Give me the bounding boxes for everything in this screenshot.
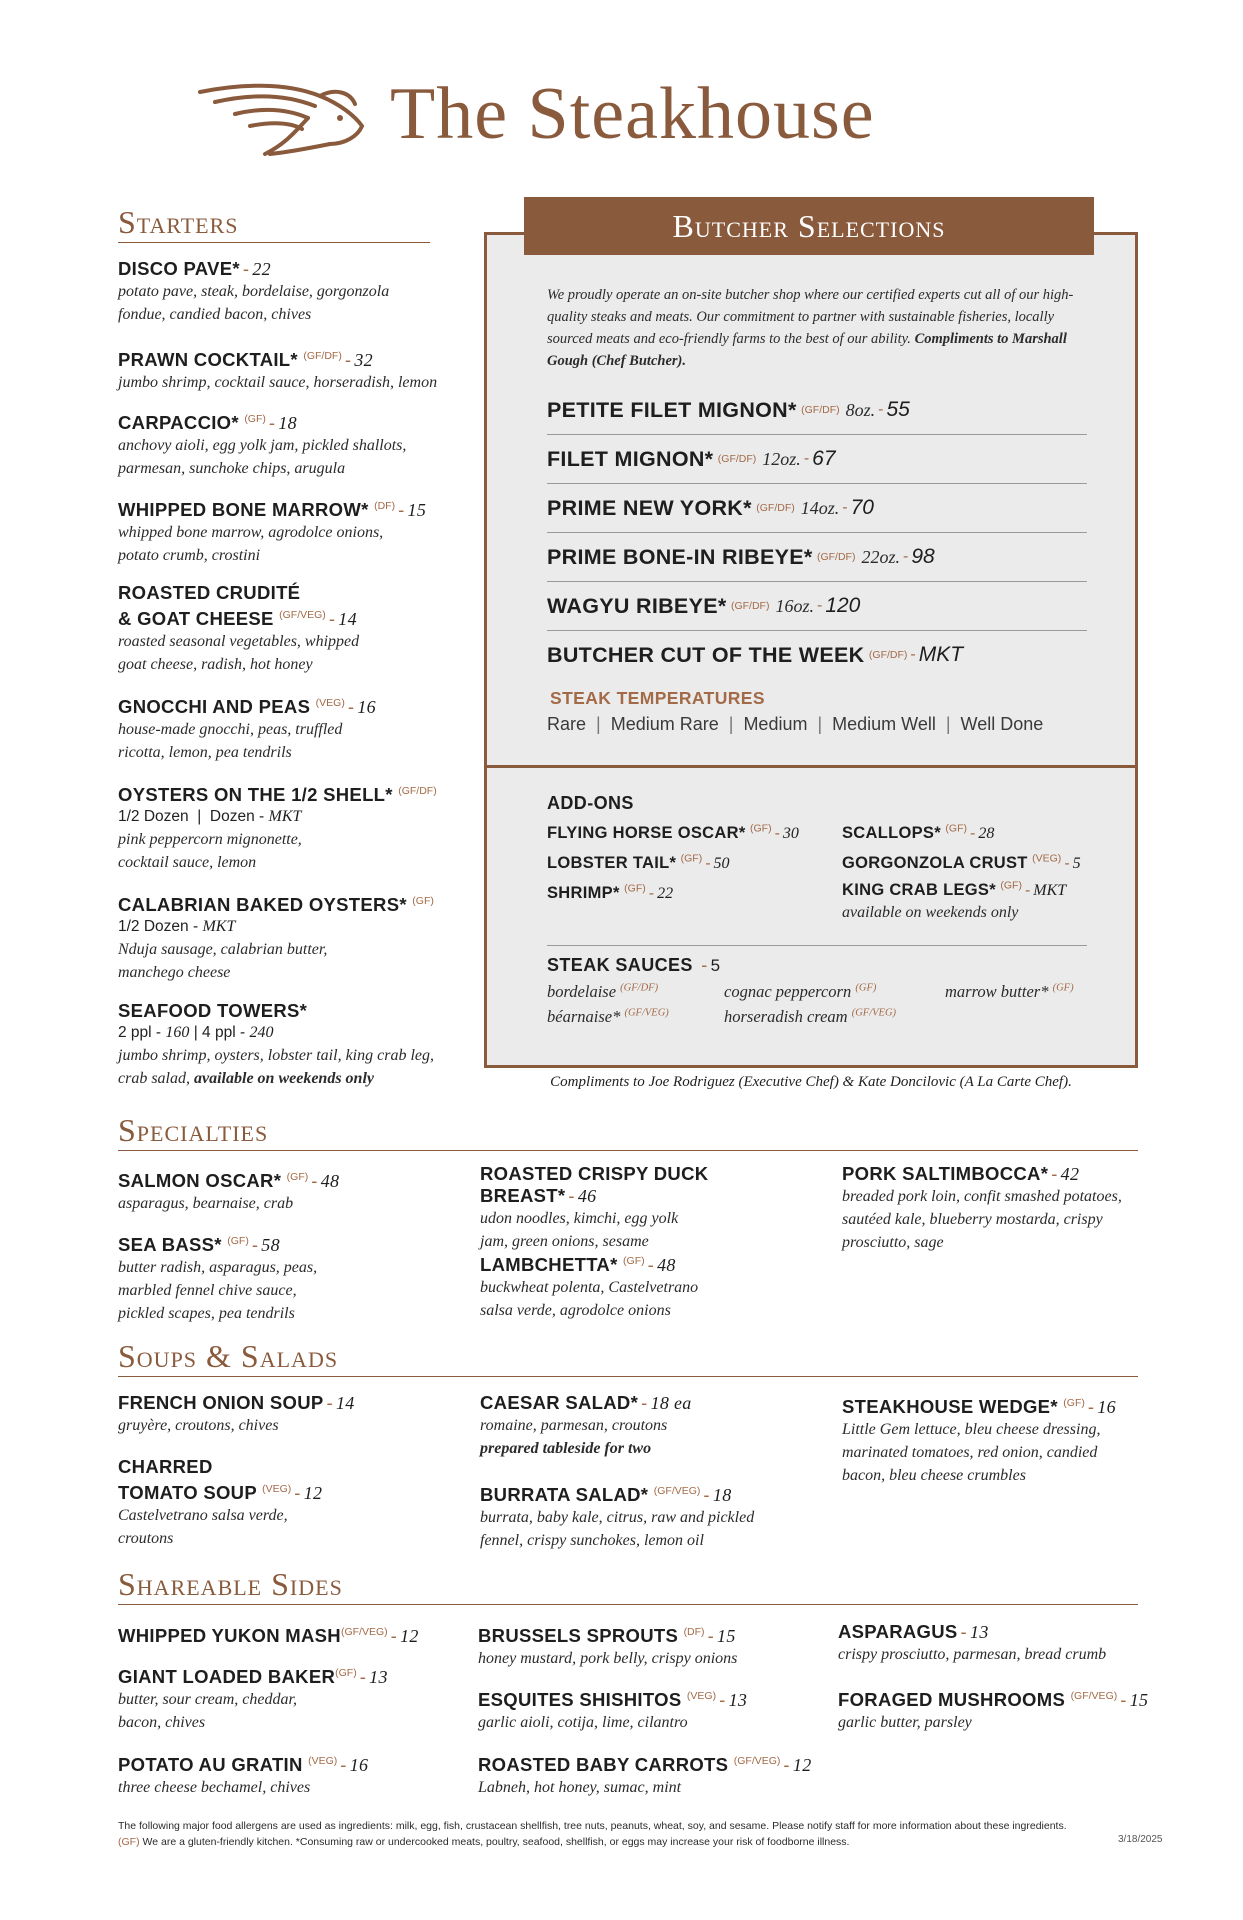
menu-item: ASPARAGUS - 13 crispy prosciutto, parmesan, bread crumb [838,1621,1107,1663]
menu-item: STEAKHOUSE WEDGE* $^{(GF)}$ - 16 Little Gem lettuce, bleu cheese dressing, marinated tomatoes, red onion, candied bacon, bleu cheese crumbles [842,1396,1116,1485]
menu-item: SALMON OSCAR* $^{(GF)}$ - 48 asparagus, bearnaise, crab [118,1170,340,1213]
steak-temperatures: Rare | Medium Rare | Medium | Medium Well | Well Done [547,714,1044,734]
steak-cut-row: BUTCHER CUT OF THE WEEK (GF/DF) - MKT [547,643,964,667]
menu-item: CALABRIAN BAKED OYSTERS* $^{(GF)}$ 1/2 Dozen - MKT Nduja sausage, calabrian butter, manchego cheese [118,894,434,982]
menu-item: ROASTED CRUDITÉ & GOAT CHEESE $^{(GF/VEG)}$ - 14 roasted seasonal vegetables, whipped goat cheese, radish, hot honey [118,582,360,674]
sauce-item: bordelaise $^{(GF/DF)}$ [547,982,659,1001]
add-on-item: LOBSTER TAIL* $^{(GF)}$ - 50 [547,852,730,872]
divider [486,765,1136,768]
chef-credits: Compliments to Joe Rodriguez (Executive Chef) & Kate Doncilovic (A La Carte Chef). [550,1074,1072,1090]
menu-item: ROASTED CRISPY DUCK BREAST* - 46 udon noodles, kimchi, egg yolk jam, green onions, sesame [480,1163,709,1250]
steak-temperatures-title: STEAK TEMPERATURES [550,688,765,708]
section-title-shareable-sides: Shareable Sides [118,1566,343,1602]
divider [547,945,1087,946]
add-ons-title: ADD-ONS [547,793,634,813]
menu-item: DISCO PAVE* - 22 potato pave, steak, bordelaise, gorgonzola fondue, candied bacon, chives [118,258,390,323]
menu-item: PORK SALTIMBOCCA* - 42 breaded pork loin, confit smashed potatoes, sautéed kale, blueberry mostarda, crispy prosciutto, sage [842,1163,1122,1251]
steak-cut-row: FILET MIGNON* (GF/DF) 12oz. - 67 [547,435,1087,484]
menu-item: BURRATA SALAD* $^{(GF/VEG)}$ - 18 burrata, baby kale, citrus, raw and pickled fennel, crispy sunchokes, lemon oil [480,1484,755,1550]
add-on-item: FLYING HORSE OSCAR* $^{(GF)}$ - 30 [547,822,799,842]
section-title-butcher: Butcher Selections [672,207,946,244]
steak-cut-row: PRIME BONE-IN RIBEYE* (GF/DF) 22oz. - 98 [547,533,1087,582]
add-on-item: KING CRAB LEGS* $^{(GF)}$ - MKT available on weekends only [842,879,1067,921]
steak-cut-row: PRIME NEW YORK* (GF/DF) 14oz. - 70 [547,484,1087,533]
menu-item: WHIPPED YUKON $MASH^{(GF/VEG)} - 12$ [118,1625,419,1647]
menu-item: POTATO AU GRATIN $^{(VEG)}$ - 16 three cheese bechamel, chives [118,1754,369,1797]
steak-cut-row: WAGYU RIBEYE* (GF/DF) 16oz. - 120 [547,582,1087,631]
sauce-item: horseradish cream $^{(GF/VEG)}$ [724,1007,897,1026]
menu-item: CAESAR SALAD* - 18 ea romaine, parmesan, croutons prepared tableside for two [480,1392,692,1457]
section-title-soups-salads: Soups & Salads [118,1338,339,1374]
divider [118,1376,1138,1377]
header [190,66,990,176]
menu-item: FORAGED MUSHROOMS $^{(GF/VEG)}$ - 15 garlic butter, parsley [838,1689,1149,1732]
butcher-banner [524,197,1094,255]
menu-item: SEAFOOD TOWERS* 2 ppl - 160 | 4 ppl - 240 jumbo shrimp, oysters, lobster tail, king crab leg, crab salad, available on weekends only [118,1000,434,1087]
section-title-specialties: Specialties [118,1112,269,1148]
add-on-item: SHRIMP* $^{(GF)}$ - 22 [547,882,674,902]
menu-item: FRENCH ONION SOUP - 14 gruyère, croutons, chives [118,1392,355,1434]
butcher-intro: We proudly operate an on-site butcher shop where our certified experts cut all of our high-quality steaks and meats. Our commitment to partner with sustainable fisheries, locally sourced meats and eco-friendly farms to the best of our ability. Compliments to Marshall Gough (Chef Butcher). [547,287,1074,369]
menu-item: ESQUITES SHISHITOS $^{(VEG)}$ - 13 garlic aioli, cotija, lime, cilantro [478,1689,748,1732]
section-title-starters: Starters [118,204,239,240]
horse-head-logo-icon [190,74,365,156]
menu-item: CHARRED TOMATO SOUP $^{(VEG)}$ - 12 Castelvetrano salsa verde, croutons [118,1456,323,1548]
divider [118,1604,1138,1605]
menu-item: PRAWN COCKTAIL* $^{(GF/DF)}$ - 32 jumbo shrimp, cocktail sauce, horseradish, lemon [118,349,438,392]
divider [118,1150,1138,1151]
menu-item: OYSTERS ON THE 1/2 SHELL* $^{(GF/DF)}$ 1/2 Dozen | Dozen - MKT pink peppercorn mignonette, cocktail sauce, lemon [118,784,437,872]
menu-item: WHIPPED BONE MARROW* $^{(DF)}$ - 15 whipped bone marrow, agrodolce onions, potato crumb, crostini [118,499,427,565]
menu-item: ROASTED BABY CARROTS $^{(GF/VEG)}$ - 12 Labneh, hot honey, sumac, mint [478,1754,812,1797]
add-on-item: SCALLOPS* $^{(GF)}$ - 28 [842,822,995,842]
menu-item: GNOCCHI AND PEAS $^{(VEG)}$ - 16 house-made gnocchi, peas, truffled ricotta, lemon, pea tendrils [118,696,376,762]
steak-sauces-title: STEAK SAUCES - 5 [547,955,721,975]
divider [118,242,430,243]
steak-cut-row: PETITE FILET MIGNON* (GF/DF) 8oz. - 55 [547,386,1087,435]
menu-item: LAMBCHETTA* $^{(GF)}$ - 48 buckwheat polenta, Castelvetrano salsa verde, agrodolce onions [480,1254,699,1320]
add-on-item: GORGONZOLA CRUST $^{(VEG)}$ - 5 [842,852,1081,872]
menu-date: 3/18/2025 [1118,1834,1163,1845]
allergen-footer: The following major food allergens are used as ingredients: milk, egg, fish, crustacean shellfish, tree nuts, peanuts, wheat, soy, and sesame. Please notify staff for more information about these ingredients. (GF) We are a gluten-friendly kitchen. *Consuming raw or undercooked meats, poultry, seafood, shellfish, or eggs may increase your risk of foodborne illness. [118,1820,1067,1848]
menu-item: BRUSSELS SPROUTS $^{(DF)}$ - 15 honey mustard, pork belly, crispy onions [478,1625,738,1668]
menu-item: GIANT LOADED $BAKER^{(GF)} - 13$ butter, sour cream, cheddar, bacon, chives [118,1666,388,1732]
menu-item: CARPACCIO* $^{(GF)}$ - 18 anchovy aioli, egg yolk jam, pickled shallots, parmesan, sunchoke chips, arugula [118,412,407,478]
sauce-item: marrow butter* $^{(GF)}$ [945,982,1074,1001]
menu-item: SEA BASS* $^{(GF)}$ - 58 butter radish, asparagus, peas, marbled fennel chive sauce, pickled scapes, pea tendrils [118,1234,318,1323]
brand-title: The Steakhouse [390,73,875,155]
sauce-item: béarnaise* $^{(GF/VEG)}$ [547,1007,669,1026]
sauce-item: cognac peppercorn $^{(GF)}$ [724,982,877,1001]
